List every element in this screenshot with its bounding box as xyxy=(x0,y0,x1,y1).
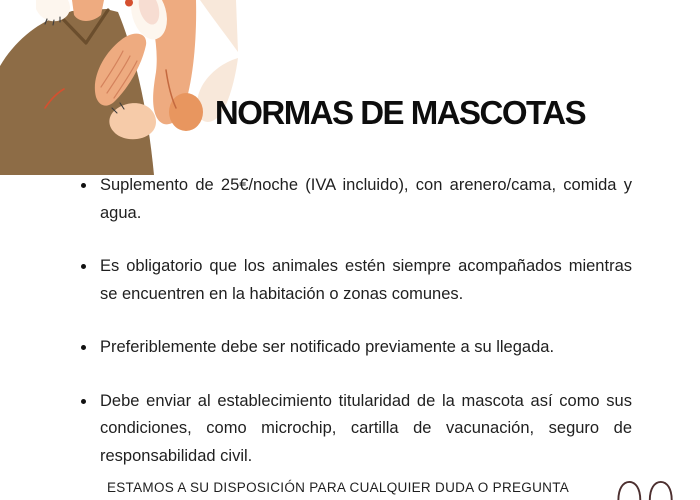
paw-toe-left xyxy=(618,482,640,500)
rule-text: Suplemento de 25€/noche (IVA incluido), con arenero/cama, comida y agua. xyxy=(100,176,632,222)
rule-text: Debe enviar al establecimiento titularidad de la mascota así como sus condiciones, como microchip, cartilla de vacunación, seguro de responsabilidad civil. xyxy=(100,391,632,465)
rules-list xyxy=(100,172,632,496)
footer-note: ESTAMOS A SU DISPOSICIÓN PARA CUALQUIER DUDA O PREGUNTA xyxy=(106,480,570,495)
rule-item-supplement xyxy=(100,172,632,227)
page-title: NORMAS DE MASCOTAS xyxy=(214,94,586,131)
rule-item-accompanied xyxy=(100,253,632,308)
paw-toe-right xyxy=(650,482,672,500)
paw-print-outline-icon xyxy=(614,480,678,500)
rule-text: Preferiblemente debe ser notificado previamente a su llegada. xyxy=(100,338,555,356)
rule-text: Es obligatorio que los animales estén siempre acompañados mientras se encuentren en la habitación o zonas comunes. xyxy=(100,257,632,303)
person-holding-cat-illustration xyxy=(0,0,240,175)
rule-item-documents xyxy=(100,388,632,471)
cat-fur-corner xyxy=(200,0,238,52)
elbow-shadow xyxy=(169,93,203,131)
rule-item-notify xyxy=(100,334,632,362)
